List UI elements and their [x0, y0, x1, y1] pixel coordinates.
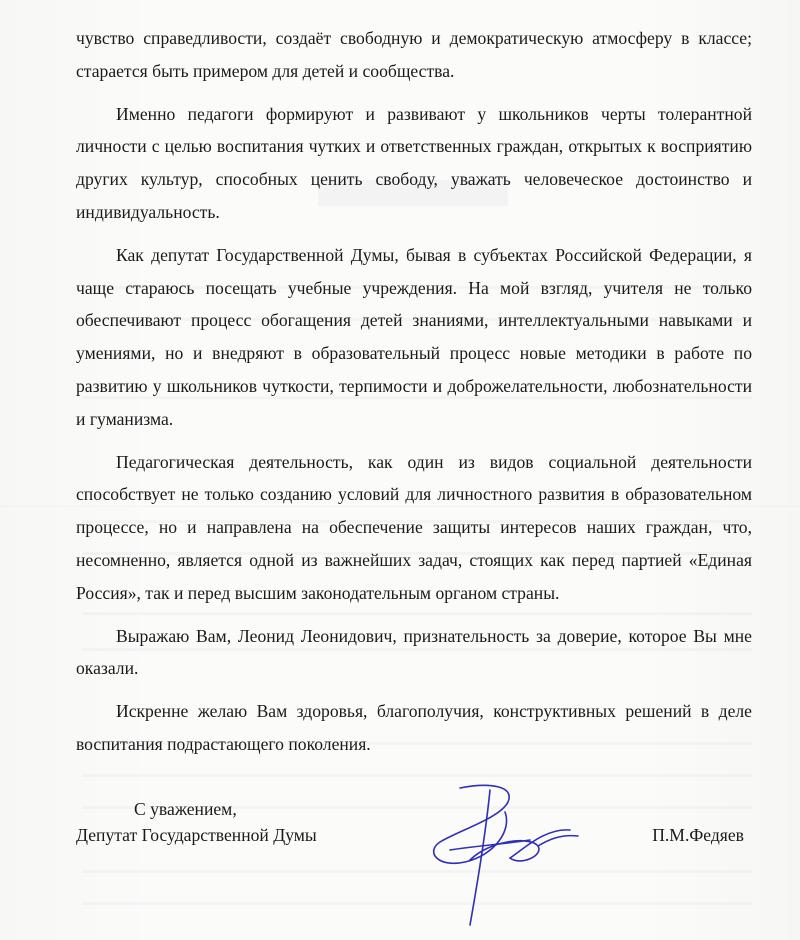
paragraph-deputy: Как депутат Государственной Думы, бывая в субъектах Российской Федерации, я чаще стараюсь посещать учебные учреждения. На мой взгляд, учителя не только обеспечивают процесс обогащения детей знаниями, интеллектуальными навыками и умениями, но и внедряют в образовательный процесс новые методики в работе по развитию у школьников чуткости, терпимости и доброжелательности, любознательности и гуманизма. — [76, 244, 752, 429]
bleed-through-line — [82, 870, 752, 873]
paragraph-teachers: Именно педагоги формируют и развивают у школьников черты толерантной личности с целью воспитания чутких и ответственных граждан, открытых к восприятию других культур, способных ценить свободу, уважать человеческое достоинство и индивидуальность. — [76, 103, 752, 222]
paragraph-gratitude: Выражаю Вам, Леонид Леонидович, признательность за доверие, которое Вы мне оказали. — [76, 625, 752, 679]
closing-regards: С уважением, — [134, 799, 237, 819]
letter-closing — [76, 796, 752, 848]
closing-position: Депутат Государственной Думы — [76, 825, 317, 845]
bleed-through-line — [82, 774, 752, 777]
handwritten-signature — [420, 770, 580, 930]
paragraph-continuation: чувство справедливости, создаёт свободную и демократическую атмосферу в классе; старается быть примером для детей и сообщества. — [76, 28, 752, 81]
paragraph-wishes: Искренне желаю Вам здоровья, благополучия, конструктивных решений в деле воспитания подрастающего поколения. — [76, 701, 752, 754]
paragraph-pedagogy: Педагогическая деятельность, как один из видов социальной деятельности способствует не только созданию условий для личностного развития в образовательном процессе, но и направлена на обеспечение защиты интересов наших граждан, что, несомненно, является одной из важнейших задач, стоящих как перед партией «Единая Россия», так и перед высшим законодательным органом страны. — [76, 451, 752, 603]
letter-body — [76, 22, 752, 771]
signatory-name: П.М.Федяев — [652, 825, 744, 845]
bleed-through-line — [82, 902, 752, 905]
